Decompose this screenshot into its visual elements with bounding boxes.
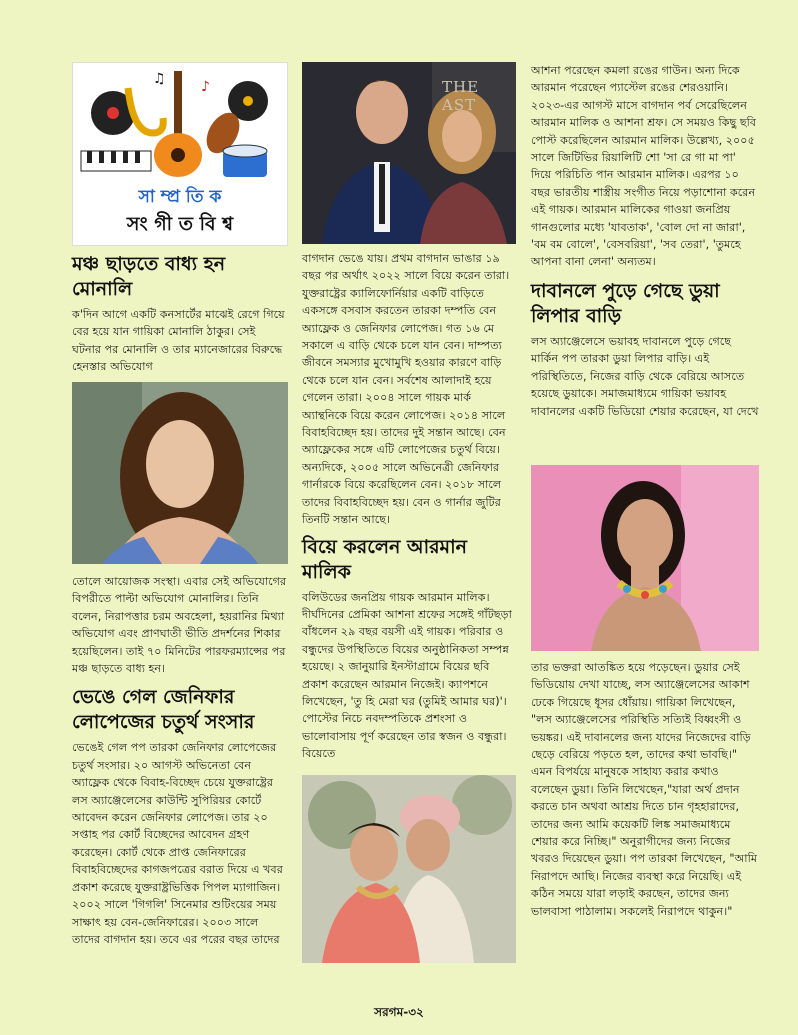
- photo-ben-jennifer: [302, 62, 516, 244]
- article-text-armaan-1: বলিউডের জনপ্রিয় গায়ক আরমান মালিক। দীর্ঘদিনের প্রেমিকা আশনা শ্রফের সঙ্গেই গাঁটছড়া বাঁধলেন ২৯ বছর বয়সী এই গায়ক। পরিবার ও বন্ধুদের উপস্থিতিতে বিয়ের অনুষ্ঠানিকতা সম্পন্ন হয়েছে। ২ জানুয়ারি ইনস্টাগ্রামে বিয়ের ছবি প্রকাশ করেছেন আরমান নিজেই। ক্যাপশনে লিখেছেন, 'তু হি মেরা ঘর (তুমিই আমার ঘর)'। পোস্টের নিচে নবদম্পতিকে প্রশংসা ও ভালোবাসায় পূর্ণ করেছেন তার স্বজন ও বন্ধুরা। বিয়েতে: [302, 590, 512, 761]
- article-heading-armaan: বিয়ে করলেন আরমান মালিক: [302, 535, 467, 583]
- column-2-text: [302, 250, 518, 763]
- article-text-monali-2: তোলে আয়োজক সংস্থা। এবার সেই অভিযোগের বিপরীতে পাল্টা অভিযোগ মোনালির। তিনি বলেন, নিরাপত্তার চরম অবহেলা, হয়রানির মিথ্যা অভিযোগ এবং প্রাণঘাতী ভীতি প্রদর্শনের শিকার হয়েছিলেন। তাই ৭০ মিনিটের পারফরম্যান্সের পর মঞ্চ ছাড়তে বাধ্য হন।: [72, 575, 287, 676]
- article-heading-jennifer: ভেঙে গেল জেনিফার লোপেজের চতুর্থ সংসার: [72, 686, 255, 734]
- article-text-armaan-2: আশনা পরেছেন কমলা রঙের গাউন। অন্য দিকে আরমান পরেছেন প্যাস্টেল রঙের শেরওয়ানি। ২০২৩-এর আগস্ট মাসে বাগদান পর্ব সেরেছিলেন আরমান মালিক ও আশনা শ্রফ। সে সময়ও কিছু ছবি পোস্ট করেছিলেন আরমান মালিক। উল্লেখ্য, ২০০৫ সালে জিটিভির রিয়ালিটি শো 'সা রে গা মা পা' দিয়ে পরিচিতি পান আরমান মালিক। এরপর ১০ বছর ভারতীয় শাস্ত্রীয় সংগীত নিয়ে পড়াশোনা করেন এই গায়ক। আরমান মালিকের গাওয়া জনপ্রিয় গানগুলোর মধ্যে 'যাবতাক', 'বোল দো না জারা', 'বম বম বোলে', 'বেসবরিয়া', 'সব তেরা', 'তুমহে আপনা বানা লেনা' অন্যতম।: [531, 64, 757, 269]
- article-heading-monali: মঞ্চ ছাড়তে বাধ্য হন মোনালি: [72, 253, 226, 300]
- column-3-top: [531, 62, 759, 420]
- article-heading-dua: দাবানলে পুড়ে গেছে ডুয়া লিপার বাড়ি: [531, 279, 720, 327]
- article-text-dua-2: তার ভক্তরা আতঙ্কিত হয়ে পড়েছেন। ডুয়ার সেই ভিডিয়োয় দেখা যাচ্ছে, লস অ্যাঞ্জেলেসের আকাশ ঢেকে গিয়েছে ধূসর ধোঁয়ায়। গায়িকা লিখেছেন, "লস অ্যাঞ্জেলেসের পরিস্থিতি সত্যিই বিধ্বংসী ও ভয়ঙ্কর। এই দাবানলের জন্য যাদের নিজেদের বাড়ি ছেড়ে বেরিয়ে পড়তে হল, তাদের কথা ভাবছি।" এমন বিপর্যয়ে মানুষকে সাহায্য করার কথাও বলেছেন ডুয়া। তিনি লিখেছেন,"যারা অর্থ প্রদান করতে চান অথবা আশ্রয় দিতে চান গৃহহারাদের, তাদের জন্য আমি কয়েকটি লিঙ্ক সমাজমাধ্যমে শেয়ার করে নিচ্ছি।" অনুরাগীদের জন্য নিজের খবরও দিয়েছেন ডুয়া। পপ তারকা লিখেছেন, "আমি নিরাপদে আছি। নিজের ব্যবস্থা করে নিয়েছি। এই কঠিন সময়ে যারা লড়াই করছেন, তাদের জন্য ভালবাসা পাঠালাম। সকলেই নিরাপদে থাকুন।": [531, 661, 758, 918]
- poster-text: THE AST: [442, 78, 480, 114]
- page-number: সরগম-৩২: [374, 1005, 424, 1019]
- section-banner: [72, 62, 288, 246]
- article-text-jennifer-1: ভেঙেই গেল পপ তারকা জেনিফার লোপেজের চতুর্থ সংসার। ২০ আগস্ট অভিনেতা বেন অ্যাফ্লেক থেকে বিবাহ-বিচ্ছেদ চেয়ে যুক্তরাষ্ট্রের লস অ্যাঞ্জেলেসের কাউন্টি সুপিরিয়র কোর্টে আবেদন করেন জেনিফার লোপেজ। তার ২০ সপ্তাহ পর কোর্ট বিচ্ছেদের আবেদন গ্রহণ করেছেন। কোর্ট থেকে প্রাপ্ত জেনিফারের বিবাহবিচ্ছেদের কাগজপত্রের বরাত দিয়ে এ খবর প্রকাশ করেছে যুক্তরাষ্ট্রভিত্তিক পিপল ম্যাগাজিন। ২০০২ সালে 'গিগলি' সিনেমার শুটিংয়ের সময় সাক্ষাৎ হয় বেন-জেনিফারের। ২০০৩ সালে তাদের বাগদান হয়। তবে এর পরের বছর তাদের: [72, 741, 283, 946]
- article-text-jennifer-2: বাগদান ভেঙে যায়। প্রথম বাগদান ভাঙার ১৯ বছর পর অর্থাৎ ২০২২ সালে বিয়ে করেন তারা। যুক্তরাষ্ট্রের ক্যালিফোর্নিয়ার একটি বাড়িতে একসঙ্গে বসবাস করতেন তারকা দম্পতি বেন অ্যাফ্লেক ও জেনিফার লোপেজ। গত ১৬ মে সকালে এ বাড়ি থেকে চলে যান বেন। দাম্পত্য জীবনে সমস্যার মুখোমুখি হওয়ার কারণে বাড়ি থেকে চলে যান বেন। সর্বশেষ আলাদাই হয়ে গেলেন তারা। ২০০৪ সালে গায়ক মার্ক অ্যান্থনিকে বিয়ে করেন লোপেজ। ২০১৪ সালে বিবাহবিচ্ছেদ হয়। তাদের দুই সন্তান আছে। বেন অ্যাফ্লেকের সঙ্গে এটি লোপেজের চতুর্থ বিয়ে। অন্যদিকে, ২০০৫ সালে অভিনেত্রী জেনিফার গার্নারকে বিয়ে করেছিলেন বেন। ২০১৮ সালে তাদের বিবাহবিচ্ছেদ হয়। বেন ও গার্নার জুটির তিনটি সন্তান আছে।: [302, 252, 510, 527]
- column-1-bottom: [72, 573, 288, 948]
- svg-text:♫: ♫: [153, 71, 166, 87]
- article-text-monali-1: ক'দিন আগে একটি কনসার্টের মাঝেই রেগে গিয়ে বের হয়ে যান গায়িকা মোনালি ঠাকুর। সেই ঘটনার পর মোনালি ও তার ম্যানেজারের বিরুদ্ধে হেনস্তার অভিযোগ: [72, 308, 285, 374]
- photo-dua-lipa: [531, 465, 759, 651]
- photo-armaan-aashna: [302, 775, 516, 963]
- banner-line-1: সা ম্প্র তি ক: [138, 187, 222, 207]
- column-3-bottom: [531, 659, 759, 920]
- photo-monali: [72, 382, 288, 564]
- banner-line-2: সং গী ত বি শ্ব: [126, 213, 234, 235]
- column-1-top: [72, 250, 288, 376]
- article-text-dua-1: লস অ্যাঞ্জেলেসে ভয়াবহ দাবানলে পুড়ে গেছে মার্কিন পপ তারকা ডুয়া লিপার বাড়ি। এই পরিস্থিতিতে, নিজের বাড়ি থেকে বেরিয়ে আসতে হয়েছে ডুয়াকে। সমাজমাধ্যমে গায়িকা ভয়াবহ দাবানলের একটি ভিডিয়ো শেয়ার করেছেন, যা দেখে: [531, 334, 759, 418]
- svg-text:♪: ♪: [201, 79, 210, 95]
